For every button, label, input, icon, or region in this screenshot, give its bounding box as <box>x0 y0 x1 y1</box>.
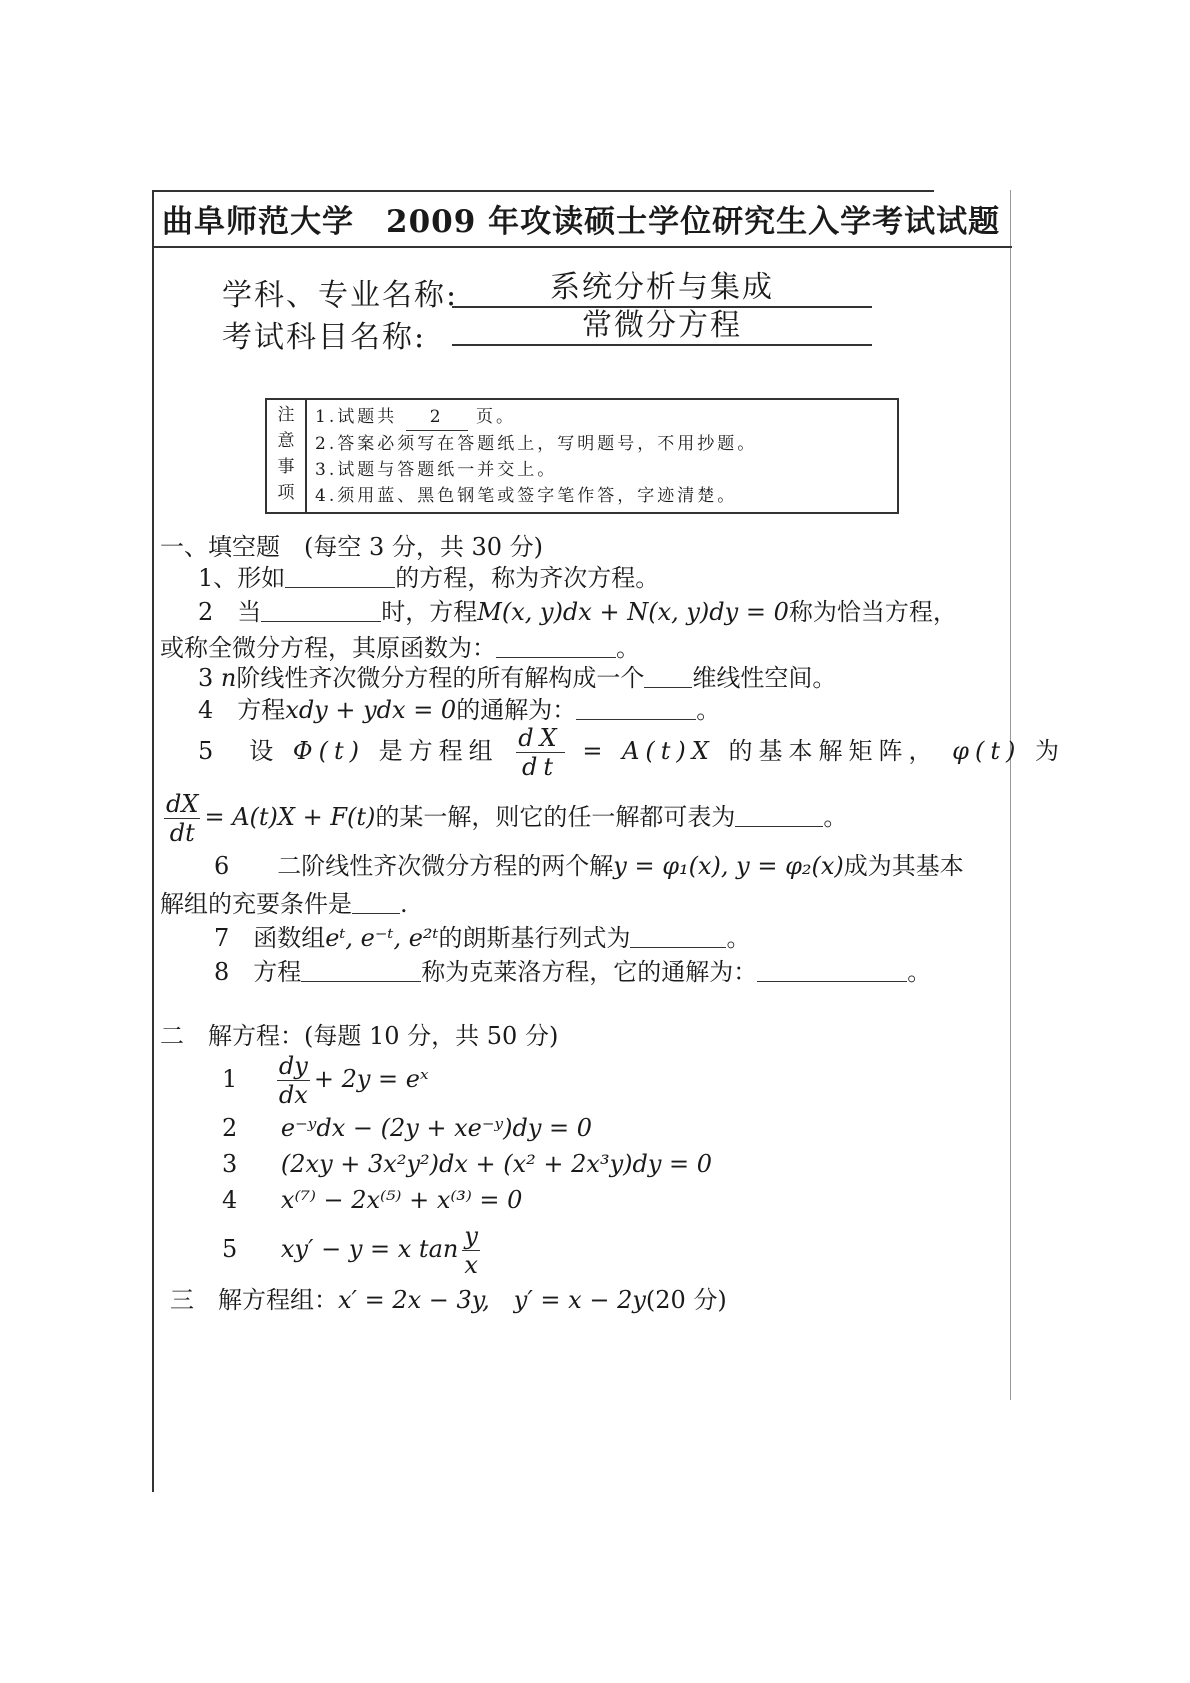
section3 <box>170 1280 727 1315</box>
notice-item-text: 1.试题共 <box>315 407 398 427</box>
solve-question-1 <box>222 1052 429 1109</box>
fill-question-6 <box>214 846 964 881</box>
q-text: 的某一解，则它的任一解都可表为 <box>375 803 736 831</box>
q-text: 的基本解矩阵， <box>728 737 939 765</box>
q-number: 1 <box>222 1065 238 1093</box>
fraction <box>164 790 200 847</box>
exam-title: 曲阜师范大学 2009 年攻读硕士学位研究生入学考试试题 <box>162 204 1001 240</box>
solve-question-3 <box>222 1150 712 1178</box>
fraction <box>516 724 564 781</box>
q-text: 4 方程 <box>198 696 286 724</box>
equation: = A(t)X <box>582 737 715 765</box>
answer-blank <box>644 686 692 688</box>
q-text: 解组的充要条件是 <box>160 890 352 918</box>
equation: Φ(t) <box>292 737 365 765</box>
q-text: 。 <box>823 803 848 831</box>
equation: y = φ₁(x), y = φ₂(x) <box>613 852 844 880</box>
major-value: 系统分析与集成 <box>452 262 872 308</box>
notice-box <box>265 398 899 514</box>
equation: = A(t)X + F(t) <box>204 803 376 831</box>
answer-blank <box>285 586 395 588</box>
subject-value: 常微分方程 <box>452 300 872 346</box>
denominator: dx <box>278 1081 308 1109</box>
fill-question-4 <box>198 690 720 725</box>
fill-question-1 <box>198 558 659 593</box>
fill-question-8 <box>214 952 931 987</box>
answer-blank <box>352 912 400 914</box>
solve-question-5 <box>222 1222 484 1279</box>
equation: eᵗ, e⁻ᵗ, e²ᵗ <box>325 924 439 952</box>
q-text: 是方程组 <box>378 737 499 765</box>
q-number: 3 <box>222 1150 238 1178</box>
equation: xdy + ydx = 0 <box>285 696 457 724</box>
title-divider <box>152 246 1012 248</box>
q-text: 。 <box>726 924 751 952</box>
notice-head-char: 注 <box>277 405 295 425</box>
answer-blank <box>261 620 381 622</box>
fraction <box>277 1052 310 1109</box>
q-text: 的朗斯基行列式为 <box>438 924 631 952</box>
equation: xy′ − y = x tan <box>280 1235 459 1263</box>
fraction <box>462 1222 480 1279</box>
notice-item-1 <box>315 404 757 431</box>
q-text: 成为其基本 <box>843 852 964 880</box>
fill-question-5 <box>198 724 1065 781</box>
q-text: 7 函数组 <box>214 924 326 952</box>
denominator: dt <box>169 819 195 847</box>
answer-blank <box>301 980 421 982</box>
fill-question-6-cont <box>160 884 408 919</box>
fill-question-2 <box>198 592 957 627</box>
notice-item-2: 2.答案必须写在答题纸上，写明题号，不用抄题。 <box>315 434 758 454</box>
answer-blank <box>576 718 696 720</box>
notice-item-3: 3.试题与答题纸一并交上。 <box>315 460 558 480</box>
notice-heading <box>267 400 307 514</box>
subject-label: 考试科目名称: <box>222 320 427 355</box>
fill-question-3 <box>198 658 836 693</box>
equation: (2xy + 3x²y²)dx + (x² + 2x³y)dy = 0 <box>280 1150 713 1178</box>
score: (20 分) <box>645 1286 727 1314</box>
equation: + 2y = eˣ <box>313 1065 429 1093</box>
q-text: 或称全微分方程，其原函数为： <box>160 634 496 662</box>
q-text: 的方程，称为齐次方程。 <box>395 564 660 592</box>
q-text: 的通解为： <box>456 696 577 724</box>
q-text: 。 <box>616 634 640 662</box>
q-text: 阶线性齐次微分方程的所有解构成一个 <box>236 664 645 692</box>
notice-head-char: 项 <box>277 483 295 503</box>
fill-question-7 <box>214 918 750 953</box>
exam-right-border <box>1010 190 1011 1400</box>
q-text: 5 设 <box>198 737 280 765</box>
q-text: . <box>400 890 408 918</box>
notice-list <box>315 404 757 509</box>
notice-head-char: 事 <box>277 457 295 477</box>
q-text: 时，方程 <box>381 598 478 626</box>
q-text: 称为克莱洛方程，它的通解为： <box>421 958 758 986</box>
q-text: 8 方程 <box>214 958 302 986</box>
notice-item-text: 页。 <box>476 407 517 427</box>
equation: e⁻ʸdx − (2y + xe⁻ʸ)dy = 0 <box>280 1114 593 1142</box>
section1-title: 一、填空题 (每空 3 分，共 30 分) <box>160 533 544 561</box>
q-text: 维线性空间。 <box>692 664 837 692</box>
q-number: 5 <box>222 1235 238 1263</box>
equation: φ(t) <box>952 737 1022 765</box>
equation: M(x, y)dx + N(x, y)dy = 0 <box>477 598 789 626</box>
fill-question-5-cont <box>160 790 847 847</box>
answer-blank <box>630 946 726 948</box>
q-text: 3 <box>198 664 214 692</box>
section2-title: 二 解方程：(每题 10 分，共 50 分) <box>160 1022 559 1050</box>
section3-title: 三 解方程组： <box>170 1286 338 1314</box>
q-text: 2 当 <box>198 598 262 626</box>
q-text: 1、形如 <box>198 564 286 592</box>
q-text: 。 <box>696 696 721 724</box>
answer-blank <box>735 825 823 827</box>
numerator: dX <box>166 790 199 818</box>
solve-question-4 <box>222 1186 522 1214</box>
q-text: 称为恰当方程， <box>788 598 957 626</box>
q-text: 为 <box>1034 737 1065 765</box>
answer-blank <box>757 980 907 982</box>
notice-head-char: 意 <box>277 431 295 451</box>
denominator: dt <box>521 753 559 781</box>
q-number: 4 <box>222 1186 238 1214</box>
q-text: 。 <box>907 958 932 986</box>
q-number: 2 <box>222 1114 238 1142</box>
variable: n <box>220 664 237 692</box>
denominator: x <box>464 1251 478 1279</box>
page-count: 2 <box>406 404 468 431</box>
equation: x⁽⁷⁾ − 2x⁽⁵⁾ + x⁽³⁾ = 0 <box>280 1186 523 1214</box>
major-label: 学科、专业名称: <box>222 278 459 313</box>
solve-question-2 <box>222 1114 592 1142</box>
numerator: dX <box>518 724 563 752</box>
q-text: 6 二阶线性齐次微分方程的两个解 <box>214 852 614 880</box>
numerator: y <box>464 1222 478 1250</box>
numerator: dy <box>278 1052 308 1080</box>
equation: x′ = 2x − 3y, y′ = x − 2y <box>338 1286 646 1314</box>
notice-item-4: 4.须用蓝、黑色钢笔或签字笔作答，字迹清楚。 <box>315 486 738 506</box>
